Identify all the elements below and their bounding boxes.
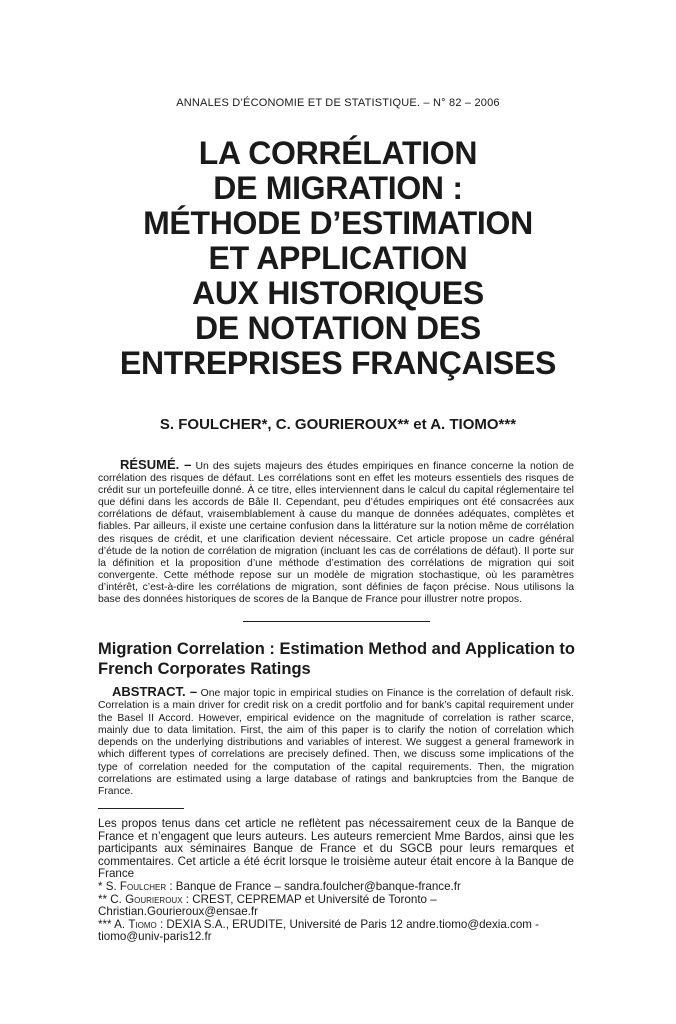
footnote-author-2 [98,894,574,919]
running-head: ANNALES D’ÉCONOMIE ET DE STATISTIQUE. – N° 82 – 2006 [176,97,500,109]
abstract-text: One major topic in empirical studies on Finance is the correlation of default risk. Correlation is a main driver for credit risk on a credit portfolio and for bank’s capital requirement under the Basel II Accord. However, empirical evidence on the magnitude of correlation is rather scarce, mainly due to data limitation. First, the aim of this paper is to clarify the notion of correlation which depends on the underlying distributions and variables of interest. We suggest a general framework in which different types of correlations are precisely defined. Then, we discuss some implications of the type of correlation needed for the computation of the capital requirements. Then, the migration correlations are estimated using a large database of ratings and bankruptcies from the Banque de France. [98,688,574,798]
title-line: ET APPLICATION [208,240,468,276]
title-line: DE NOTATION DES [195,310,481,346]
footnote-mark: *** A. [98,917,126,931]
footnote-affiliation: : Banque de France – sandra.foulcher@banque-france.fr [169,879,461,893]
author-list: S. FOULCHER*, C. GOURIEROUX** et A. TIOMO*** [159,416,517,433]
abstract-paragraph [98,686,574,799]
footnote-disclaimer: Les propos tenus dans cet article ne reflètent pas nécessairement ceux de la Banque de France et n’engagent que leurs auteurs. Les auteurs remercient Mme Bardos, ainsi que les participants aux séminaires Banque de France et du SGCB pour leurs remarques et commentaires. Cet article a été écrit lorsque le troisième auteur était encore à la Banque de France [98,817,574,881]
resume-paragraph [98,459,574,606]
title-line: ENTREPRISES FRANÇAISES [119,345,557,381]
footnote-affiliation: : CREST, CEPREMAP et Université de Toronto – Christian.Gourieroux@ensae.fr [98,892,437,919]
title-line: LA CORRÉLATION [198,135,478,171]
resume-text: Un des sujets majeurs des études empiriques en finance concerne la notion de corrélation des risques de défaut. Les corrélations sont en effet les moteurs essentiels des risques de crédit sur un portefeuille donné. À ce titre, elles interviennent dans le calcul du capital réglementaire tel que défini dans les accords de Bâle II. Cependant, peu d’études empiriques ont été consacrées aux corrélations de défaut, vraisemblablement à cause du manque de données adéquates, complètes et fiables. Par ailleurs, il existe une certaine confusion dans la littérature sur la notion même de corrélation des risques de crédit, et une clarification devient nécessaire. Cet article propose un cadre général d’étude de la notion de corrélation de migration (incluant les cas de corrélations de défaut). Il porte sur la définition et la proposition d’une méthode d’estimation des corrélations de migration qui soit convergente. Cette méthode repose sur un modèle de migration stochastique, où les paramètres d’intérêt, c’est-à-dire les corrélations de migration, sont définies de façon précise. Nous utilisons la base des données historiques de scores de la Banque de France pour illustrer notre propos. [98,461,574,606]
footnote-rule [98,808,184,809]
resume-label: RÉSUMÉ. – [120,457,192,472]
footnote-mark: * S. [98,879,117,893]
title-line: MÉTHODE D’ESTIMATION [143,205,533,241]
footnote-affiliation: : DEXIA S.A., ERUDITE, Université de Paris 12 andre.tiomo@dexia.com - tiomo@univ-paris12.fr [98,917,540,944]
abstract-label: ABSTRACT. – [112,684,198,699]
footnote-author-name: Gourieroux [125,892,183,906]
footnote-author-name: Tiomo [128,917,157,931]
footnote-mark: ** C. [98,892,122,906]
footnote-author-3 [98,919,574,944]
footnotes [98,818,574,944]
footnote-author-name: Foulcher [119,879,167,893]
section-divider [243,621,430,622]
title-line: DE MIGRATION : [213,170,463,206]
english-title: Migration Correlation : Estimation Method and Application to French Corporates Ratings [98,640,575,678]
article-title [40,136,636,381]
title-line: AUX HISTORIQUES [192,275,484,311]
